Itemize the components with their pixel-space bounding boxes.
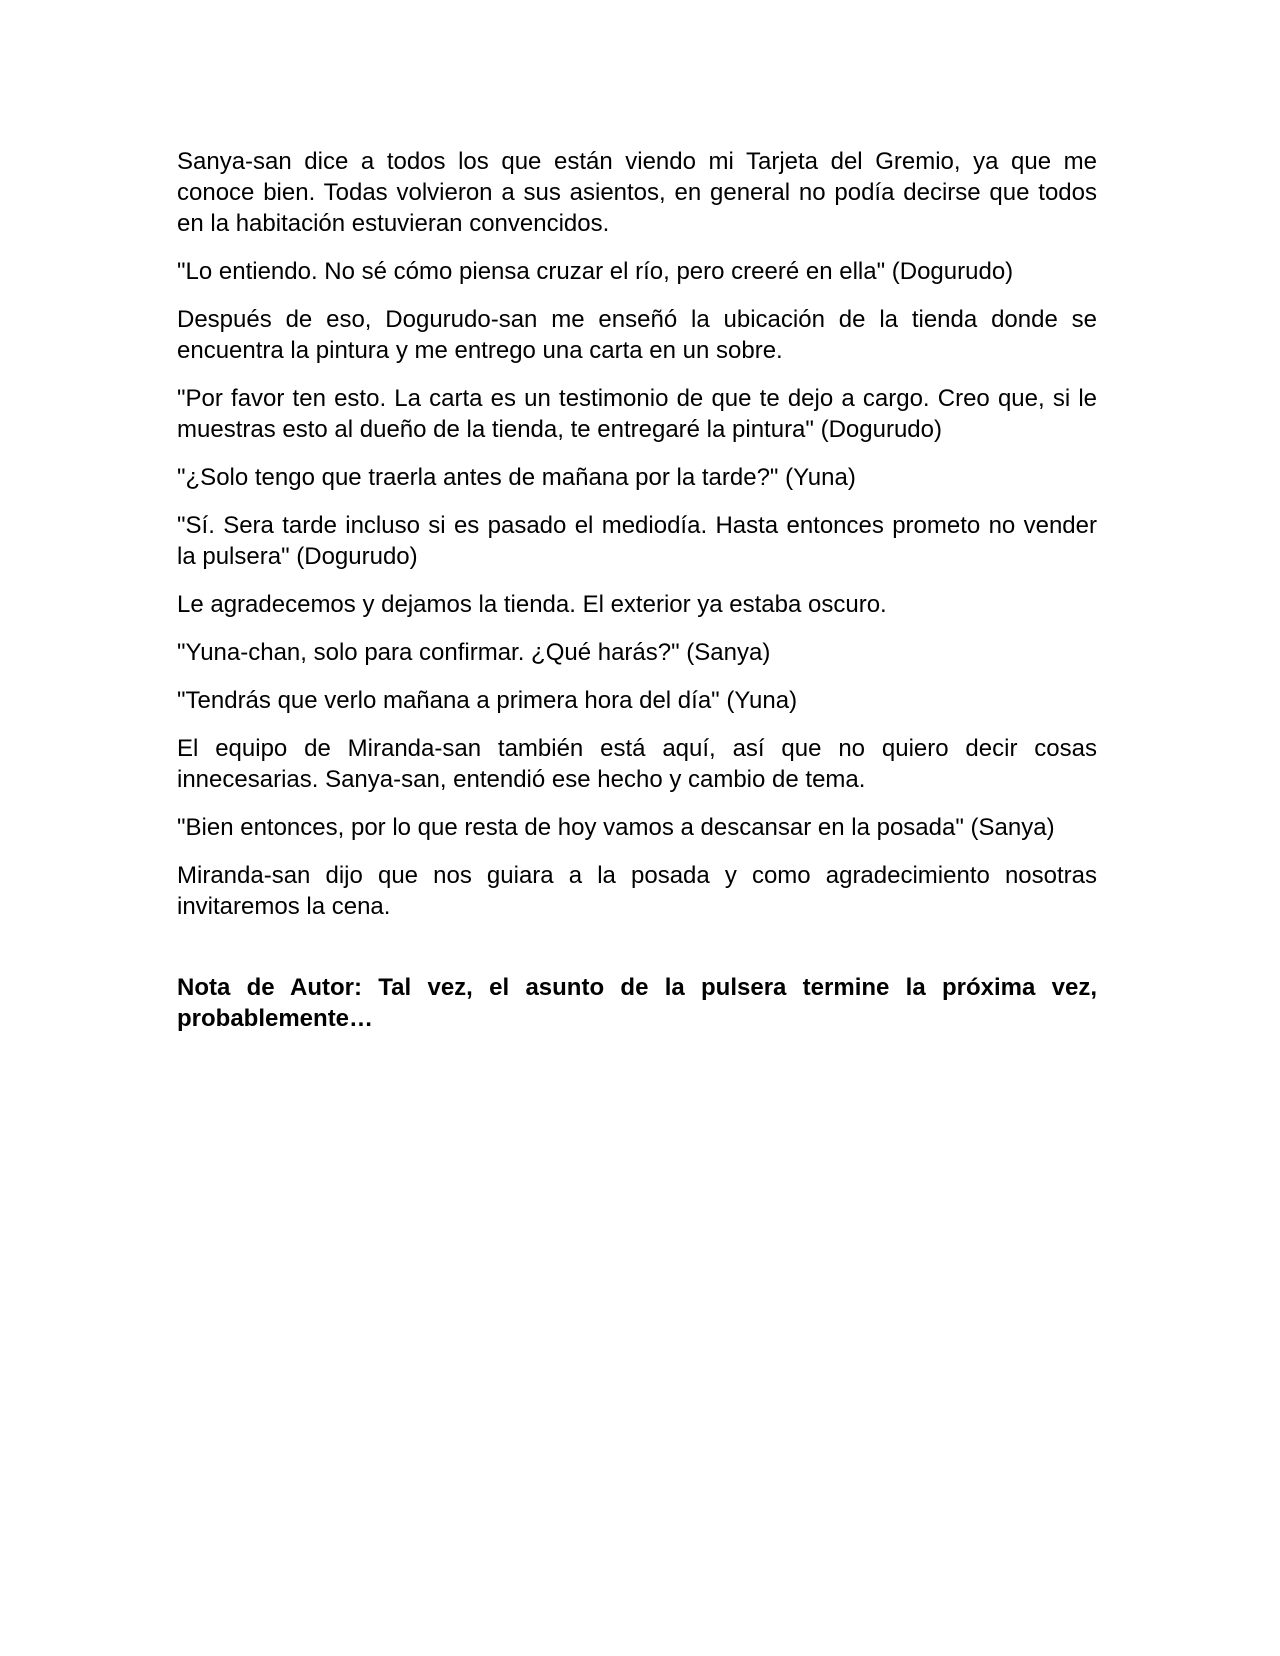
paragraph: Después de eso, Dogurudo-san me enseñó la ubicación de la tienda donde se encuentra la pintura y me entrego una carta en un sobre. [177,306,1097,364]
paragraph: Sanya-san dice a todos los que están viendo mi Tarjeta del Gremio, ya que me conoce bien. Todas volvieron a sus asientos, en general no podía decirse que todos en la habitación estuvieran convencidos. [177,148,1097,237]
paragraph: "Lo entiendo. No sé cómo piensa cruzar el río, pero creeré en ella" (Dogurudo) [177,258,1014,285]
paragraph: "Sí. Sera tarde incluso si es pasado el mediodía. Hasta entonces prometo no vender la pulsera" (Dogurudo) [177,512,1097,570]
paragraph: El equipo de Miranda-san también está aquí, así que no quiero decir cosas innecesarias. Sanya-san, entendió ese hecho y cambio de tema. [177,735,1097,793]
paragraph: "Bien entonces, por lo que resta de hoy vamos a descansar en la posada" (Sanya) [177,814,1055,841]
paragraph: "¿Solo tengo que traerla antes de mañana por la tarde?" (Yuna) [177,464,856,491]
author-note: Nota de Autor: Tal vez, el asunto de la pulsera termine la próxima vez, probablemente… [177,974,1097,1032]
paragraph: Le agradecemos y dejamos la tienda. El exterior ya estaba oscuro. [177,591,887,618]
paragraph: "Por favor ten esto. La carta es un testimonio de que te dejo a cargo. Creo que, si le muestras esto al dueño de la tienda, te entregaré la pintura" (Dogurudo) [177,385,1097,443]
paragraph: "Yuna-chan, solo para confirmar. ¿Qué harás?" (Sanya) [177,639,771,666]
paragraph: "Tendrás que verlo mañana a primera hora del día" (Yuna) [177,687,798,714]
paragraph: Miranda-san dijo que nos guiara a la posada y como agradecimiento nosotras invitaremos la cena. [177,862,1097,920]
document-body [177,146,1097,1034]
